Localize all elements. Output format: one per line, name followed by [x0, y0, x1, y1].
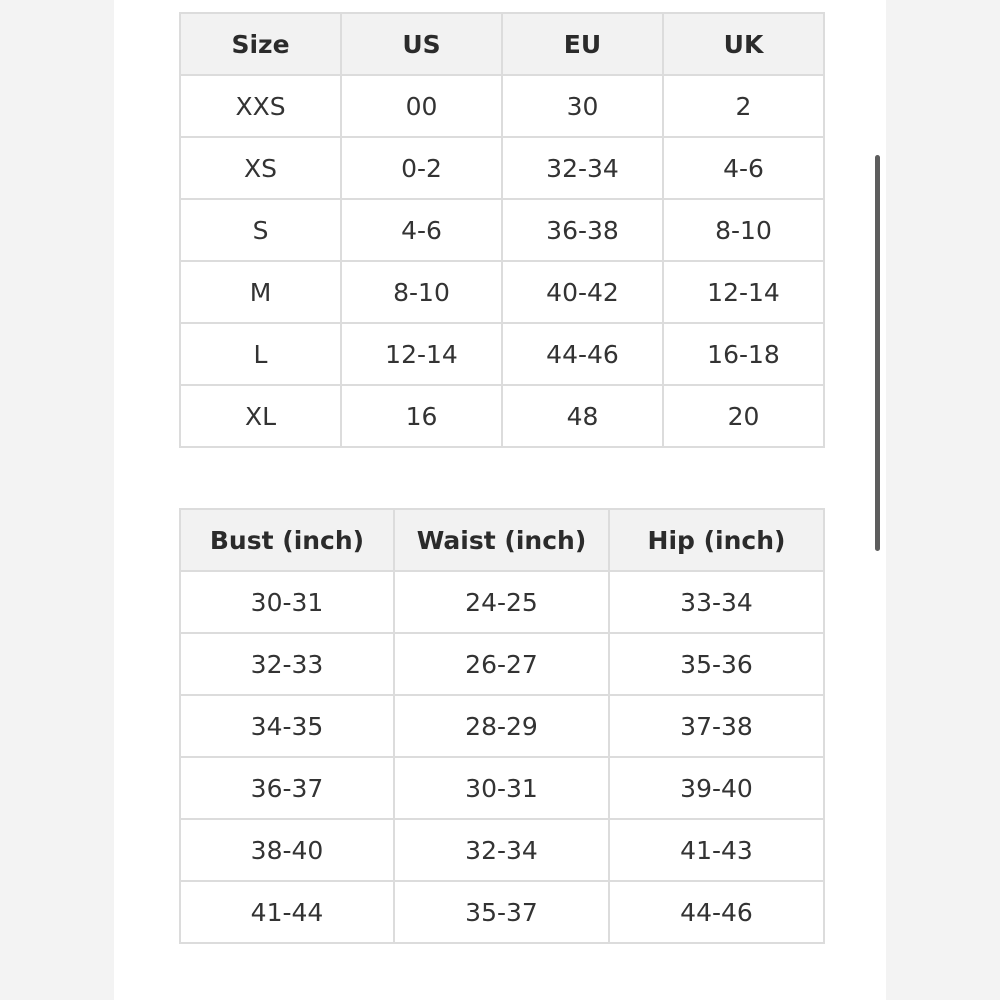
table-row [180, 385, 824, 447]
cell-eu: 44-46 [502, 323, 663, 385]
cell-hip: 33-34 [609, 571, 824, 633]
cell-size: S [180, 199, 341, 261]
cell-us: 4-6 [341, 199, 502, 261]
header-eu: EU [502, 13, 663, 75]
table-header-row [180, 13, 824, 75]
cell-us: 0-2 [341, 137, 502, 199]
cell-waist: 28-29 [394, 695, 609, 757]
table-row [180, 819, 824, 881]
cell-bust: 32-33 [180, 633, 394, 695]
cell-us: 00 [341, 75, 502, 137]
left-margin [0, 0, 114, 1000]
cell-hip: 37-38 [609, 695, 824, 757]
table-row [180, 695, 824, 757]
cell-uk: 2 [663, 75, 824, 137]
cell-hip: 35-36 [609, 633, 824, 695]
cell-us: 8-10 [341, 261, 502, 323]
cell-size: XXS [180, 75, 341, 137]
cell-size: L [180, 323, 341, 385]
cell-size: XS [180, 137, 341, 199]
cell-bust: 41-44 [180, 881, 394, 943]
cell-waist: 24-25 [394, 571, 609, 633]
body-measurement-table [179, 508, 825, 944]
cell-eu: 48 [502, 385, 663, 447]
table-row [180, 881, 824, 943]
cell-bust: 34-35 [180, 695, 394, 757]
right-margin [886, 0, 1000, 1000]
cell-uk: 12-14 [663, 261, 824, 323]
size-conversion-table [179, 12, 825, 448]
cell-us: 12-14 [341, 323, 502, 385]
cell-waist: 30-31 [394, 757, 609, 819]
table-row [180, 571, 824, 633]
header-uk: UK [663, 13, 824, 75]
header-waist: Waist (inch) [394, 509, 609, 571]
table-row [180, 323, 824, 385]
cell-size: M [180, 261, 341, 323]
table-row [180, 757, 824, 819]
cell-hip: 41-43 [609, 819, 824, 881]
cell-uk: 8-10 [663, 199, 824, 261]
header-us: US [341, 13, 502, 75]
table-row [180, 199, 824, 261]
cell-us: 16 [341, 385, 502, 447]
cell-hip: 39-40 [609, 757, 824, 819]
cell-size: XL [180, 385, 341, 447]
header-hip: Hip (inch) [609, 509, 824, 571]
table-row [180, 633, 824, 695]
cell-waist: 26-27 [394, 633, 609, 695]
cell-bust: 30-31 [180, 571, 394, 633]
cell-uk: 4-6 [663, 137, 824, 199]
cell-bust: 38-40 [180, 819, 394, 881]
cell-eu: 30 [502, 75, 663, 137]
cell-uk: 20 [663, 385, 824, 447]
scrollbar-thumb[interactable] [875, 155, 880, 551]
cell-bust: 36-37 [180, 757, 394, 819]
cell-waist: 32-34 [394, 819, 609, 881]
header-bust: Bust (inch) [180, 509, 394, 571]
cell-hip: 44-46 [609, 881, 824, 943]
table-row [180, 261, 824, 323]
cell-eu: 36-38 [502, 199, 663, 261]
table-header-row [180, 509, 824, 571]
cell-uk: 16-18 [663, 323, 824, 385]
cell-eu: 40-42 [502, 261, 663, 323]
cell-eu: 32-34 [502, 137, 663, 199]
table-row [180, 137, 824, 199]
header-size: Size [180, 13, 341, 75]
table-row [180, 75, 824, 137]
cell-waist: 35-37 [394, 881, 609, 943]
